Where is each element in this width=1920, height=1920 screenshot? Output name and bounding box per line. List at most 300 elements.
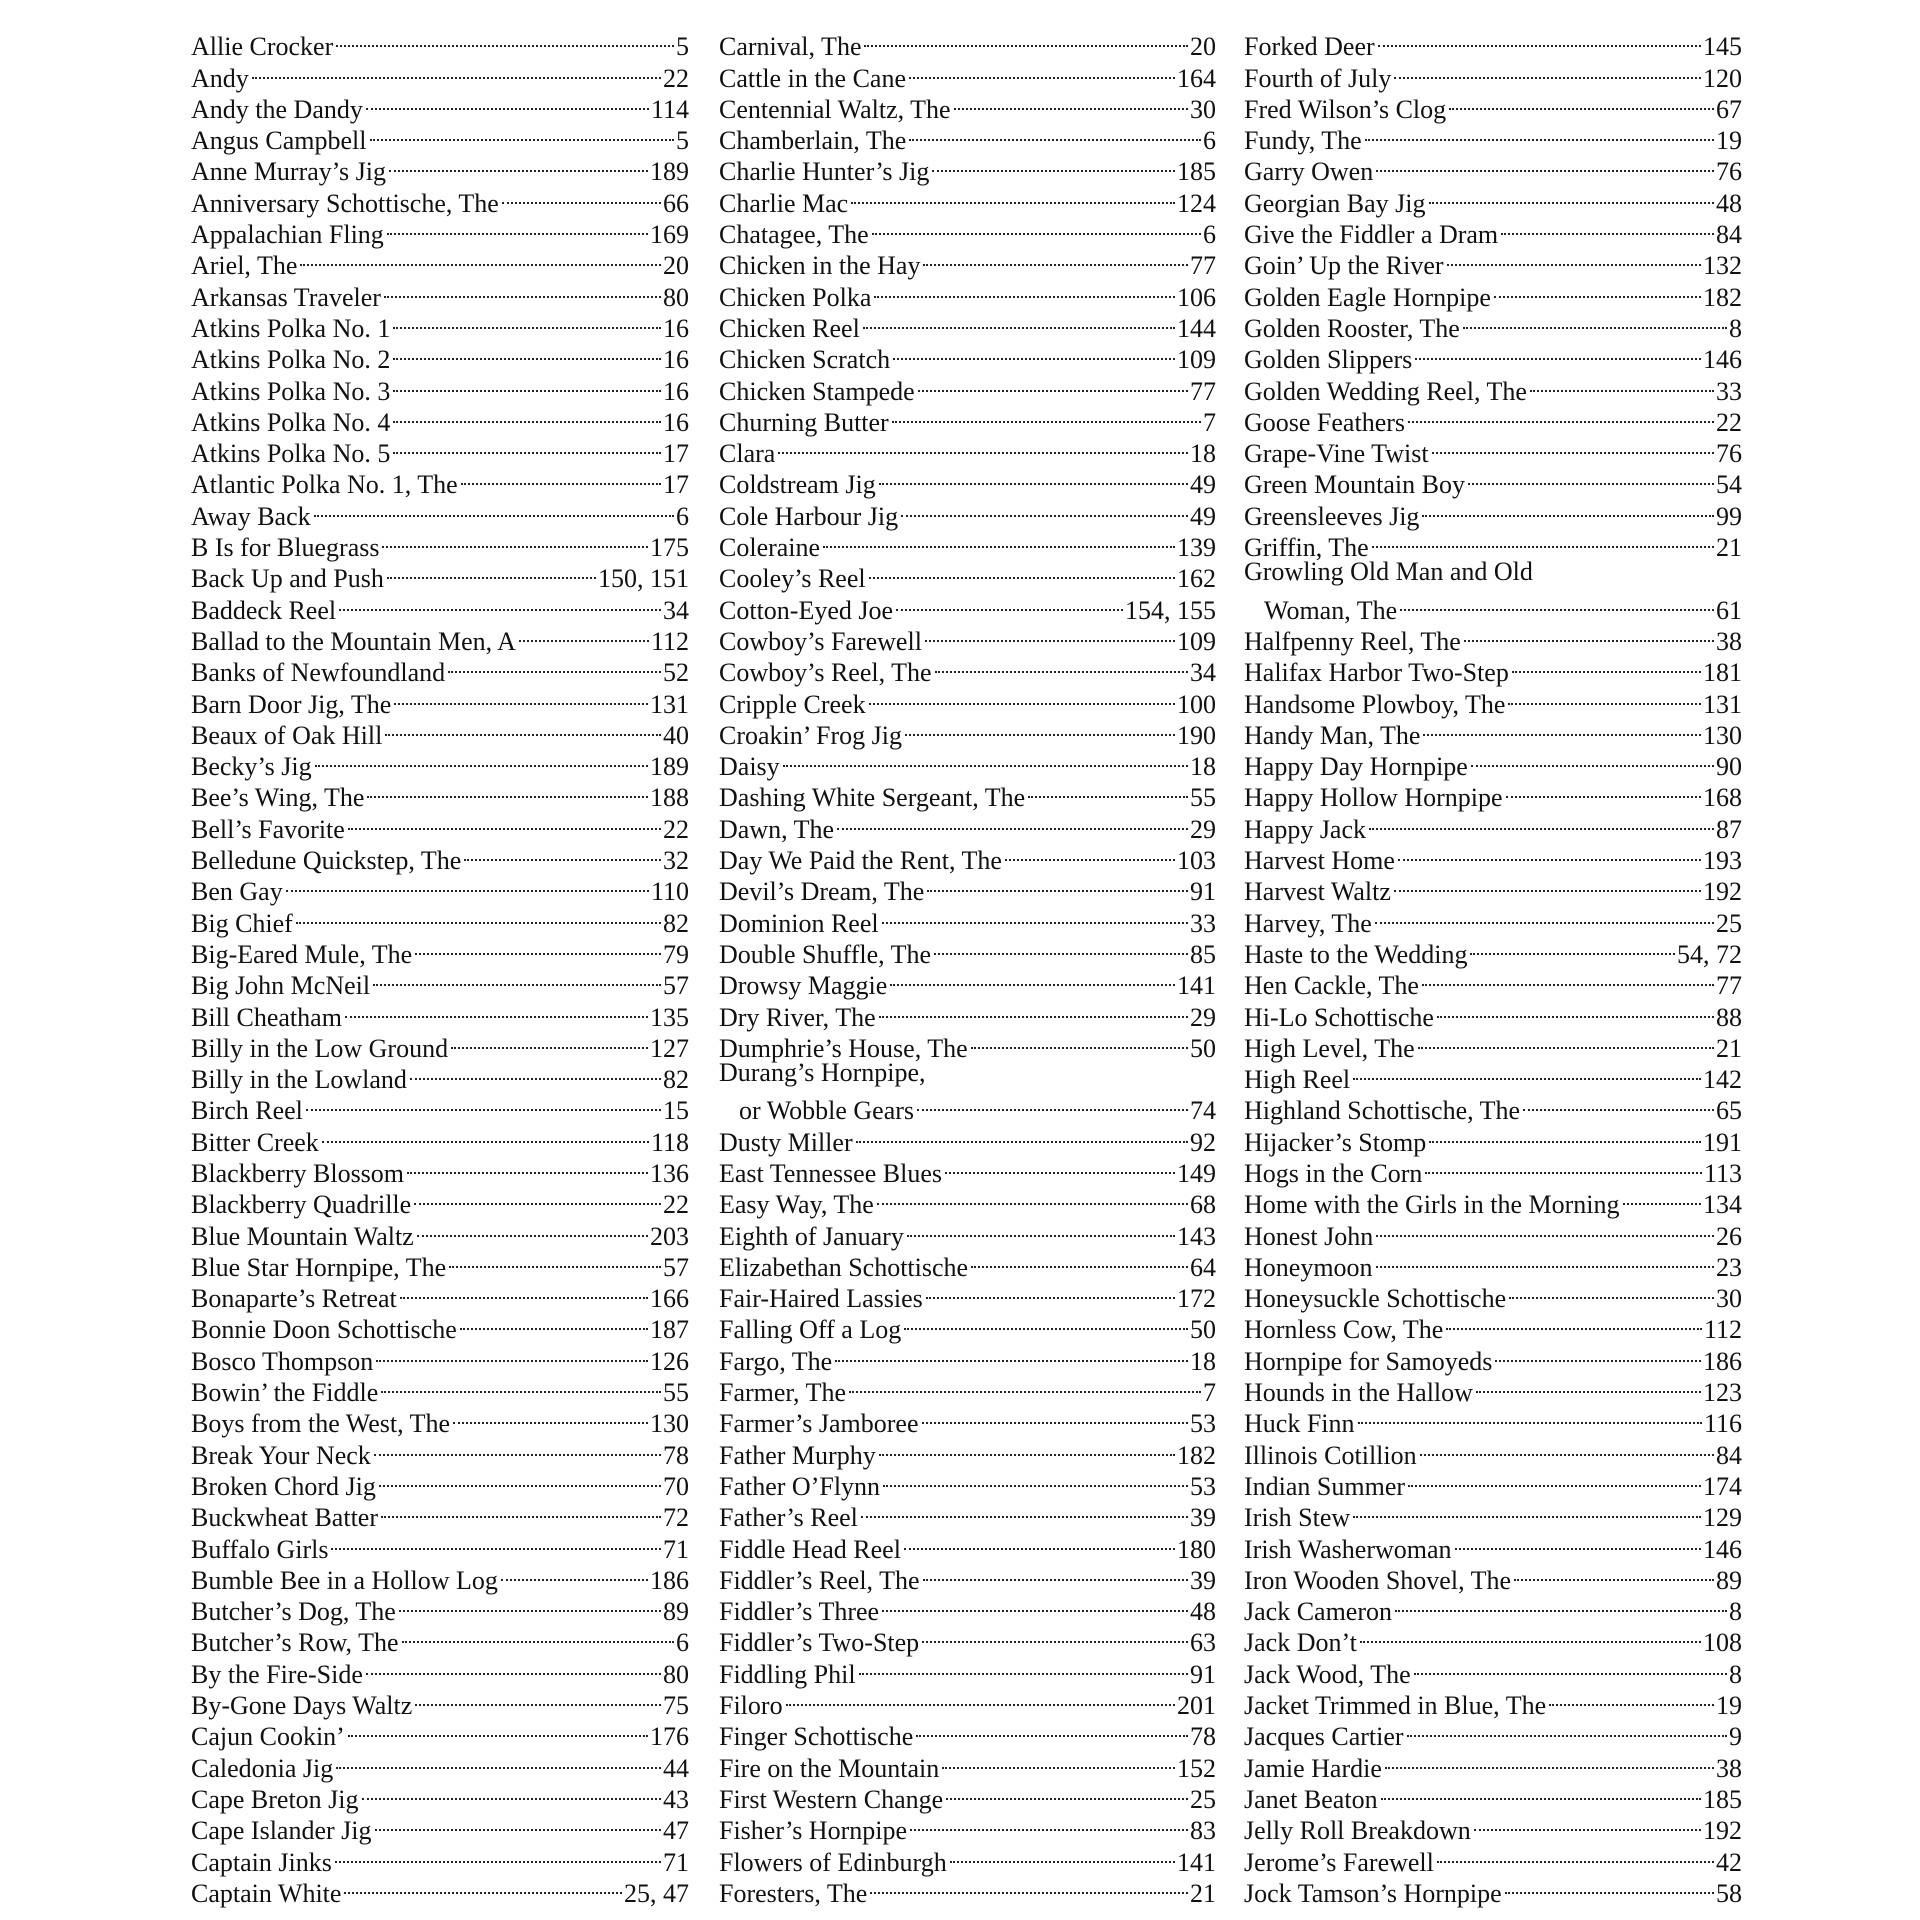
index-entry	[1244, 1745, 1742, 1783]
entry-page-number: 120	[1703, 63, 1742, 93]
dot-leader	[1501, 212, 1714, 243]
dot-leader	[1437, 1839, 1714, 1870]
entry-page-number: 85	[1190, 939, 1216, 969]
entry-page-number: 168	[1703, 783, 1742, 813]
index-entry	[191, 274, 689, 312]
index-entry	[191, 1620, 689, 1658]
index-entry	[191, 806, 689, 844]
entry-page-number: 201	[1177, 1691, 1216, 1721]
index-entry	[1244, 525, 1742, 563]
dot-leader	[910, 1808, 1188, 1839]
index-entry	[1244, 118, 1742, 156]
index-entry	[191, 306, 689, 343]
index-entry	[719, 619, 1216, 656]
entry-page-number: 84	[1716, 1440, 1742, 1470]
entry-title: Dominion Reel	[719, 908, 879, 938]
entry-page-number: 16	[663, 407, 689, 437]
dot-leader	[1358, 1401, 1702, 1432]
entry-title: Goose Feathers	[1244, 407, 1406, 437]
entry-title: Bowin’ the Fiddle	[191, 1378, 379, 1408]
index-entry	[1244, 1182, 1742, 1220]
index-entry	[719, 1245, 1216, 1282]
entry-title: Chicken Stampede	[719, 376, 915, 406]
index-entry	[1244, 149, 1742, 187]
entry-title: Forked Deer	[1244, 32, 1375, 62]
entry-title: Jamie Hardie	[1244, 1753, 1382, 1783]
index-entry	[719, 1714, 1216, 1752]
dot-leader	[909, 118, 1201, 149]
index-entry	[1244, 1558, 1742, 1595]
index-entry	[719, 1401, 1216, 1439]
entry-title: Chicken Scratch	[719, 345, 891, 375]
entry-page-number: 77	[1190, 251, 1216, 281]
entry-page-number: 87	[1716, 814, 1742, 844]
entry-title: Captain White	[191, 1878, 342, 1908]
entry-page-number: 82	[663, 908, 689, 938]
dot-leader	[381, 1495, 661, 1526]
entry-title: Chicken Polka	[719, 282, 872, 312]
entry-title: Atlantic Polka No. 1, The	[191, 470, 458, 500]
index-entry	[191, 994, 689, 1032]
entry-page-number: 22	[663, 63, 689, 93]
entry-page-number: 55	[663, 1378, 689, 1408]
dot-leader	[901, 493, 1188, 524]
index-entry	[191, 1495, 689, 1533]
index-entry	[1244, 1119, 1742, 1157]
entry-page-number: 135	[650, 1002, 689, 1032]
index-column-2	[719, 24, 1216, 1908]
entry-title: Broken Chord Jig	[191, 1471, 376, 1501]
entry-title: Fisher’s Hornpipe	[719, 1816, 908, 1846]
index-entry	[191, 650, 689, 688]
index-entry	[1244, 1213, 1742, 1251]
index-entry	[719, 368, 1216, 406]
dot-leader	[869, 681, 1175, 712]
index-entry	[191, 1714, 689, 1752]
index-entry	[191, 368, 689, 406]
entry-title: Billy in the Lowland	[191, 1065, 407, 1095]
index-entry	[719, 1620, 1216, 1658]
dot-leader	[348, 1714, 648, 1745]
entry-page-number: 39	[1190, 1503, 1216, 1533]
index-entry	[191, 1245, 689, 1282]
entry-title: Blackberry Blossom	[191, 1158, 405, 1188]
index-entry	[1244, 1401, 1742, 1439]
entry-page-number: 90	[1716, 752, 1742, 782]
index-entry	[1244, 556, 1742, 587]
entry-title: Easy Way, The	[719, 1190, 874, 1220]
entry-page-number: 25, 47	[624, 1878, 689, 1908]
entry-title: Fiddle Head Reel	[719, 1534, 901, 1564]
index-entry	[1244, 994, 1742, 1032]
entry-page-number: 136	[650, 1158, 689, 1188]
entry-page-number: 29	[1190, 814, 1216, 844]
entry-page-number: 18	[1190, 1346, 1216, 1376]
entry-page-number: 21	[1716, 533, 1742, 563]
entry-page-number: 70	[663, 1471, 689, 1501]
index-entry	[191, 1839, 689, 1877]
entry-page-number: 109	[1177, 345, 1216, 375]
entry-title: Haste to the Wedding	[1244, 939, 1468, 969]
dot-leader	[315, 744, 648, 775]
entry-title: Irish Stew	[1244, 1503, 1351, 1533]
dot-leader	[916, 1714, 1188, 1745]
entry-title: Happy Hollow Hornpipe	[1244, 783, 1503, 813]
dot-leader	[339, 587, 661, 618]
entry-title: Caledonia Jig	[191, 1753, 334, 1783]
index-entry	[1244, 1057, 1742, 1095]
entry-page-number: 40	[663, 720, 689, 750]
entry-page-number: 6	[1203, 220, 1216, 250]
entry-page-number: 38	[1716, 626, 1742, 656]
index-entry	[191, 838, 689, 876]
entry-title: Ariel, The	[191, 251, 298, 281]
entry-page-number: 187	[650, 1315, 689, 1345]
entry-title: Harvest Home	[1244, 846, 1395, 876]
index-entry	[719, 1057, 1216, 1088]
index-entry	[191, 932, 689, 969]
entry-title: Hi-Lo Schottische	[1244, 1002, 1434, 1032]
entry-page-number: 189	[650, 157, 689, 187]
index-entry	[191, 1526, 689, 1564]
entry-title: Janet Beaton	[1244, 1784, 1378, 1814]
entry-page-number: 67	[1716, 94, 1742, 124]
index-entry	[1244, 493, 1742, 531]
index-entry	[719, 243, 1216, 281]
entry-page-number: 190	[1177, 720, 1216, 750]
entry-title: Woman, The	[1264, 595, 1398, 625]
entry-title: Allie Crocker	[191, 32, 334, 62]
entry-title: Hounds in the Hallow	[1244, 1378, 1473, 1408]
index-entry	[1244, 1589, 1742, 1627]
dot-leader	[1385, 1745, 1714, 1776]
entry-page-number: 7	[1203, 407, 1216, 437]
index-entry	[191, 1276, 689, 1314]
index-entry	[1244, 1839, 1742, 1877]
index-entry	[1244, 55, 1742, 93]
index-entry	[719, 525, 1216, 563]
dot-leader	[1449, 87, 1714, 118]
entry-title: Ballad to the Mountain Men, A	[191, 626, 516, 656]
entry-title: Buffalo Girls	[191, 1534, 329, 1564]
index-entry	[1244, 1651, 1742, 1689]
index-entry	[191, 1088, 689, 1126]
index-entry	[191, 900, 689, 938]
index-entry	[719, 932, 1216, 969]
entry-title: Blackberry Quadrille	[191, 1190, 412, 1220]
entry-title: Cotton-Eyed Joe	[719, 595, 894, 625]
index-entry	[719, 556, 1216, 594]
dot-leader	[448, 650, 661, 681]
entry-page-number: 80	[663, 282, 689, 312]
entry-page-number: 76	[1716, 157, 1742, 187]
entry-title: Grape-Vine Twist	[1244, 439, 1429, 469]
entry-page-number: 118	[650, 1127, 689, 1157]
entry-page-number: 22	[663, 814, 689, 844]
entry-page-number: 42	[1716, 1847, 1742, 1877]
entry-page-number: 123	[1703, 1378, 1742, 1408]
entry-page-number: 131	[1703, 689, 1742, 719]
dot-leader	[945, 1151, 1175, 1182]
dot-leader	[389, 149, 648, 180]
index-entry	[1244, 1808, 1742, 1846]
index-entry	[191, 587, 689, 625]
entry-title: Fourth of July	[1244, 63, 1392, 93]
entry-title: Father’s Reel	[719, 1503, 858, 1533]
index-entry	[1244, 1526, 1742, 1564]
entry-page-number: 108	[1703, 1628, 1742, 1658]
entry-page-number: 175	[650, 533, 689, 563]
dot-leader	[892, 400, 1201, 431]
dot-leader	[370, 118, 675, 149]
dot-leader	[374, 1432, 661, 1463]
index-entry	[191, 1808, 689, 1846]
index-entry	[191, 212, 689, 250]
dot-leader	[366, 1651, 661, 1682]
entry-title: Fiddler’s Reel, The	[719, 1565, 920, 1595]
dot-leader	[1455, 1526, 1701, 1557]
entry-title: Honeysuckle Schottische	[1244, 1284, 1507, 1314]
dot-leader	[1494, 274, 1701, 305]
index-entry	[719, 1777, 1216, 1814]
entry-page-number: 185	[1703, 1784, 1742, 1814]
entry-title: Farmer, The	[719, 1378, 846, 1408]
index-entry	[719, 306, 1216, 343]
dot-leader	[946, 1777, 1188, 1808]
entry-page-number: 33	[1190, 908, 1216, 938]
index-entry	[719, 650, 1216, 688]
entry-page-number: 23	[1716, 1252, 1742, 1282]
dot-leader	[348, 806, 661, 837]
entry-page-number: 32	[663, 846, 689, 876]
index-entry	[719, 1338, 1216, 1376]
entry-title: Angus Campbell	[191, 126, 367, 156]
dot-leader	[823, 525, 1175, 556]
index-entry	[719, 1651, 1216, 1689]
entry-page-number: 185	[1177, 157, 1216, 187]
entry-page-number: 50	[1190, 1033, 1216, 1063]
entry-title: Bell’s Favorite	[191, 814, 345, 844]
entry-title: Blue Mountain Waltz	[191, 1221, 414, 1251]
dot-leader	[449, 1245, 661, 1276]
entry-page-number: 80	[663, 1659, 689, 1689]
entry-page-number: 20	[663, 251, 689, 281]
entry-title: Halifax Harbor Two-Step	[1244, 658, 1509, 688]
dot-leader	[1414, 1651, 1727, 1682]
dot-leader	[381, 1370, 661, 1401]
entry-page-number: 30	[1716, 1284, 1742, 1314]
dot-leader	[385, 713, 661, 744]
dot-leader	[877, 1182, 1188, 1213]
dot-leader	[1375, 900, 1714, 931]
index-entry	[1244, 775, 1742, 813]
dot-leader	[882, 1589, 1188, 1620]
entry-title: Irish Washerwoman	[1244, 1534, 1452, 1564]
dot-leader	[1353, 1495, 1701, 1526]
entry-page-number: 146	[1703, 345, 1742, 375]
entry-title: Foresters, The	[719, 1878, 868, 1908]
index-column-1	[191, 24, 689, 1908]
entry-title: Centennial Waltz, The	[719, 94, 951, 124]
dot-leader	[890, 963, 1175, 994]
entry-page-number: 63	[1190, 1628, 1216, 1658]
entry-title: East Tennessee Blues	[719, 1158, 942, 1188]
index-entry	[719, 1026, 1216, 1063]
dot-leader	[1381, 1777, 1701, 1808]
index-entry	[1244, 1338, 1742, 1376]
dot-leader	[1360, 1620, 1701, 1651]
entry-title: Jock Tamson’s Hornpipe	[1244, 1878, 1502, 1908]
entry-page-number: 154, 155	[1125, 595, 1216, 625]
index-entry	[719, 87, 1216, 124]
dot-leader	[934, 932, 1188, 963]
index-entry	[191, 87, 689, 124]
entry-title: Cajun Cookin’	[191, 1722, 345, 1752]
dot-leader	[870, 1871, 1188, 1902]
entry-title: Fred Wilson’s Clog	[1244, 94, 1447, 124]
entry-title: Handsome Plowboy, The	[1244, 689, 1506, 719]
entry-title: Hen Cackle, The	[1244, 971, 1419, 1001]
entry-page-number: 89	[1716, 1565, 1742, 1595]
entry-title: Big John McNeil	[191, 971, 371, 1001]
dot-leader	[927, 869, 1188, 900]
entry-page-number: 79	[663, 939, 689, 969]
entry-page-number: 22	[1716, 407, 1742, 437]
dot-leader	[1394, 55, 1701, 86]
index-entry	[719, 1182, 1216, 1220]
entry-page-number: 77	[1716, 971, 1742, 1001]
entry-title: Hornless Cow, The	[1244, 1315, 1444, 1345]
entry-title: Break Your Neck	[191, 1440, 371, 1470]
entry-page-number: 141	[1177, 1847, 1216, 1877]
dot-leader	[366, 87, 649, 118]
index-entry	[1244, 1495, 1742, 1533]
dot-leader	[861, 1495, 1188, 1526]
entry-title: Golden Eagle Hornpipe	[1244, 282, 1491, 312]
index-entry	[719, 1088, 1216, 1126]
entry-page-number: 192	[1703, 877, 1742, 907]
index-entry	[719, 1526, 1216, 1564]
index-entry	[1244, 1871, 1742, 1908]
index-entry	[191, 1151, 689, 1188]
entry-title: Handy Man, The	[1244, 720, 1421, 750]
entry-page-number: 55	[1190, 783, 1216, 813]
entry-page-number: 116	[1703, 1409, 1742, 1439]
entry-title: Dry River, The	[719, 1002, 876, 1032]
entry-page-number: 152	[1177, 1753, 1216, 1783]
entry-page-number: 49	[1190, 501, 1216, 531]
dot-leader	[376, 1338, 648, 1369]
entry-title: Huck Finn	[1244, 1409, 1355, 1439]
entry-page-number: 74	[1190, 1096, 1216, 1126]
entry-page-number: 180	[1177, 1534, 1216, 1564]
index-entry	[191, 400, 689, 437]
entry-title: Back Up and Push	[191, 564, 384, 594]
dot-leader	[1505, 1871, 1714, 1902]
dot-leader	[322, 1119, 649, 1150]
index-entry	[719, 1839, 1216, 1877]
entry-title: Atkins Polka No. 5	[191, 439, 391, 469]
dot-leader	[925, 619, 1175, 650]
entry-title: Indian Summer	[1244, 1471, 1406, 1501]
index-entry	[719, 1464, 1216, 1501]
entry-title: Devil’s Dream, The	[719, 877, 925, 907]
entry-title: Boys from the West, The	[191, 1409, 451, 1439]
entry-page-number: 150, 151	[598, 564, 689, 594]
entry-title: Finger Schottische	[719, 1722, 914, 1752]
dot-leader	[926, 1276, 1175, 1307]
entry-title: Eighth of January	[719, 1221, 904, 1251]
entry-title: Big Chief	[191, 908, 293, 938]
dot-leader	[1376, 1213, 1714, 1244]
index-entry	[719, 1683, 1216, 1721]
dot-leader	[394, 681, 648, 712]
entry-title: First Western Change	[719, 1784, 944, 1814]
dot-leader	[907, 1213, 1175, 1244]
entry-title: Cowboy’s Farewell	[719, 626, 922, 656]
entry-page-number: 53	[1190, 1471, 1216, 1501]
dot-leader	[922, 1401, 1188, 1432]
entry-page-number: 16	[663, 376, 689, 406]
index-entry	[719, 994, 1216, 1032]
dot-leader	[460, 1307, 648, 1338]
entry-page-number: 19	[1716, 1691, 1742, 1721]
entry-title: Anne Murray’s Jig	[191, 157, 386, 187]
dot-leader	[922, 1620, 1188, 1651]
index-entry	[1244, 1245, 1742, 1282]
index-entry	[1244, 1620, 1742, 1658]
entry-title: High Level, The	[1244, 1033, 1415, 1063]
entry-page-number: 20	[1190, 32, 1216, 62]
index-entry	[719, 55, 1216, 93]
index-entry	[719, 963, 1216, 1001]
entry-title: Cooley’s Reel	[719, 564, 866, 594]
index-entry	[191, 525, 689, 563]
entry-title: Fire on the Mountain	[719, 1753, 940, 1783]
entry-page-number: 48	[1716, 188, 1742, 218]
index-entry	[719, 1370, 1216, 1408]
entry-page-number: 189	[650, 752, 689, 782]
index-entry	[191, 1119, 689, 1157]
entry-title: High Reel	[1244, 1065, 1351, 1095]
entry-page-number: 52	[663, 658, 689, 688]
entry-page-number: 127	[650, 1033, 689, 1063]
entry-page-number: 172	[1177, 1284, 1216, 1314]
entry-title: Clara	[719, 439, 776, 469]
entry-page-number: 54, 72	[1677, 939, 1742, 969]
entry-title: Growling Old Man and Old	[1244, 557, 1533, 587]
dot-leader	[1508, 681, 1701, 712]
index-entry	[719, 1808, 1216, 1846]
entry-page-number: 71	[663, 1534, 689, 1564]
dot-leader	[1353, 1057, 1701, 1088]
dot-leader	[335, 1839, 661, 1870]
entry-title: Hogs in the Corn	[1244, 1158, 1423, 1188]
index-entry	[1244, 306, 1742, 343]
entry-title: Beaux of Oak Hill	[191, 720, 383, 750]
index-entry	[719, 775, 1216, 813]
index-entry	[719, 493, 1216, 531]
dot-leader	[1408, 400, 1714, 431]
entry-title: Jacques Cartier	[1244, 1722, 1404, 1752]
index-entry	[191, 713, 689, 750]
dot-leader	[923, 243, 1188, 274]
entry-title: Iron Wooden Shovel, The	[1244, 1565, 1512, 1595]
entry-title: Greensleeves Jig	[1244, 501, 1420, 531]
dot-leader	[461, 462, 661, 493]
entry-title: Honeymoon	[1244, 1252, 1373, 1282]
entry-page-number: 34	[663, 595, 689, 625]
